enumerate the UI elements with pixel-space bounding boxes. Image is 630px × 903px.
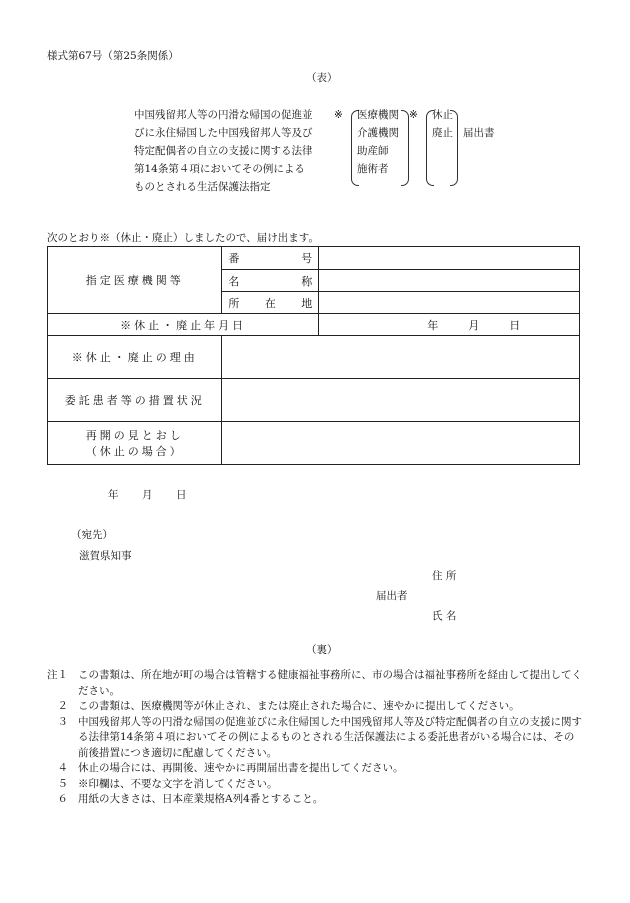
note-item [46, 761, 584, 777]
note-number: ４ [57, 762, 68, 774]
note-number: ２ [57, 700, 68, 712]
law-title-line: 第14条第４項においてその例による [134, 163, 305, 175]
resume-label-line: （休止の場合） [85, 445, 184, 458]
note-text: ※印欄は、不要な文字を消してください。 [78, 777, 278, 790]
law-title-line: 中国残留邦人等の円滑な帰国の促進並 [134, 109, 313, 121]
law-title-line: ものとされる生活保護法指定 [134, 181, 271, 193]
front-label: （表） [306, 72, 338, 84]
address-label: 所 在 地 [222, 292, 319, 314]
mark-action: ※ [409, 109, 418, 121]
date-label: ※休止・廃止年月日 [48, 314, 319, 336]
address-field[interactable] [319, 292, 580, 314]
resume-field[interactable] [222, 422, 580, 465]
note-item [46, 699, 584, 715]
institution-label: 指定医療機関等 [48, 247, 222, 314]
form-number: 様式第67号（第25条関係） [47, 50, 179, 62]
institution-options [357, 106, 399, 178]
notes [46, 668, 584, 808]
reason-label: ※休止・廃止の理由 [48, 336, 222, 379]
form-table [47, 246, 580, 465]
law-title [134, 106, 313, 196]
addressee-label: （宛先） [71, 529, 113, 541]
resume-label [48, 422, 222, 465]
action-option: 廃止 [432, 127, 453, 139]
submitter-address-label: 住 所 [432, 570, 457, 582]
law-title-line: 特定配偶者の自立の支援に関する法律 [134, 145, 313, 157]
bracket-right [401, 110, 409, 186]
institution-option: 介護機関 [357, 127, 399, 139]
note-text: この書類は、所在地が町の場合は管轄する健康福祉事務所に、市の場合は福祉事務所を経由して提出してください。 [78, 669, 582, 697]
mark-institution: ※ [334, 109, 343, 121]
action-option: 休止 [432, 109, 453, 121]
note-item [46, 792, 584, 808]
reason-field[interactable] [222, 336, 580, 379]
date-day-unit: 日 [509, 318, 521, 332]
title-suffix: 届出書 [463, 127, 495, 139]
note-number: 注１ [47, 669, 68, 681]
submission-month-unit: 月 [142, 489, 153, 501]
institution-option: 助産師 [357, 145, 389, 157]
note-item [46, 715, 584, 762]
intro-text: 次のとおり※（休止・廃止）しましたので、届け出ます。 [47, 232, 319, 244]
patients-label: 委託患者等の措置状況 [48, 379, 222, 422]
bracket-right [450, 110, 458, 186]
number-field[interactable] [319, 247, 580, 270]
law-title-line: びに永住帰国した中国残留邦人等及び [134, 127, 313, 139]
name-field[interactable] [319, 270, 580, 292]
note-item [46, 668, 584, 699]
note-number: ３ [57, 715, 68, 728]
institution-option: 医療機関 [357, 109, 399, 121]
resume-label-line: 再開の見とおし [85, 429, 184, 442]
note-item [46, 777, 584, 793]
date-month-unit: 月 [468, 318, 480, 332]
back-label: （裏） [306, 644, 338, 656]
patients-field[interactable] [222, 379, 580, 422]
submitter-label: 届出者 [376, 590, 408, 602]
note-number: ５ [57, 777, 68, 790]
note-text: 用紙の大きさは、日本産業規格A列4番とすること。 [78, 793, 324, 805]
note-text: 中国残留邦人等の円滑な帰国の促進並びに永住帰国した中国残留邦人等及び特定配偶者の自立の支援に関する法律第14条第４項においてその例によるものとされる生活保護法による委託患者がいる場合には、その前後措置につき適切に配慮してください。 [78, 715, 582, 759]
submitter-name-label: 氏 名 [432, 610, 457, 622]
submission-year-unit: 年 [108, 489, 119, 501]
name-label: 名 称 [222, 270, 319, 292]
addressee: 滋賀県知事 [79, 550, 132, 562]
date-year-unit: 年 [427, 318, 439, 332]
note-text: 休止の場合には、再開後、速やかに再開届出書を提出してください。 [78, 762, 404, 774]
number-label: 番 号 [222, 247, 319, 270]
date-field[interactable] [319, 314, 580, 336]
institution-option: 施術者 [357, 163, 389, 175]
note-text: この書類は、医療機関等が休止され、または廃止された場合に、速やかに提出してください。 [78, 700, 520, 712]
note-number: ６ [57, 793, 68, 805]
submission-day-unit: 日 [176, 489, 187, 501]
